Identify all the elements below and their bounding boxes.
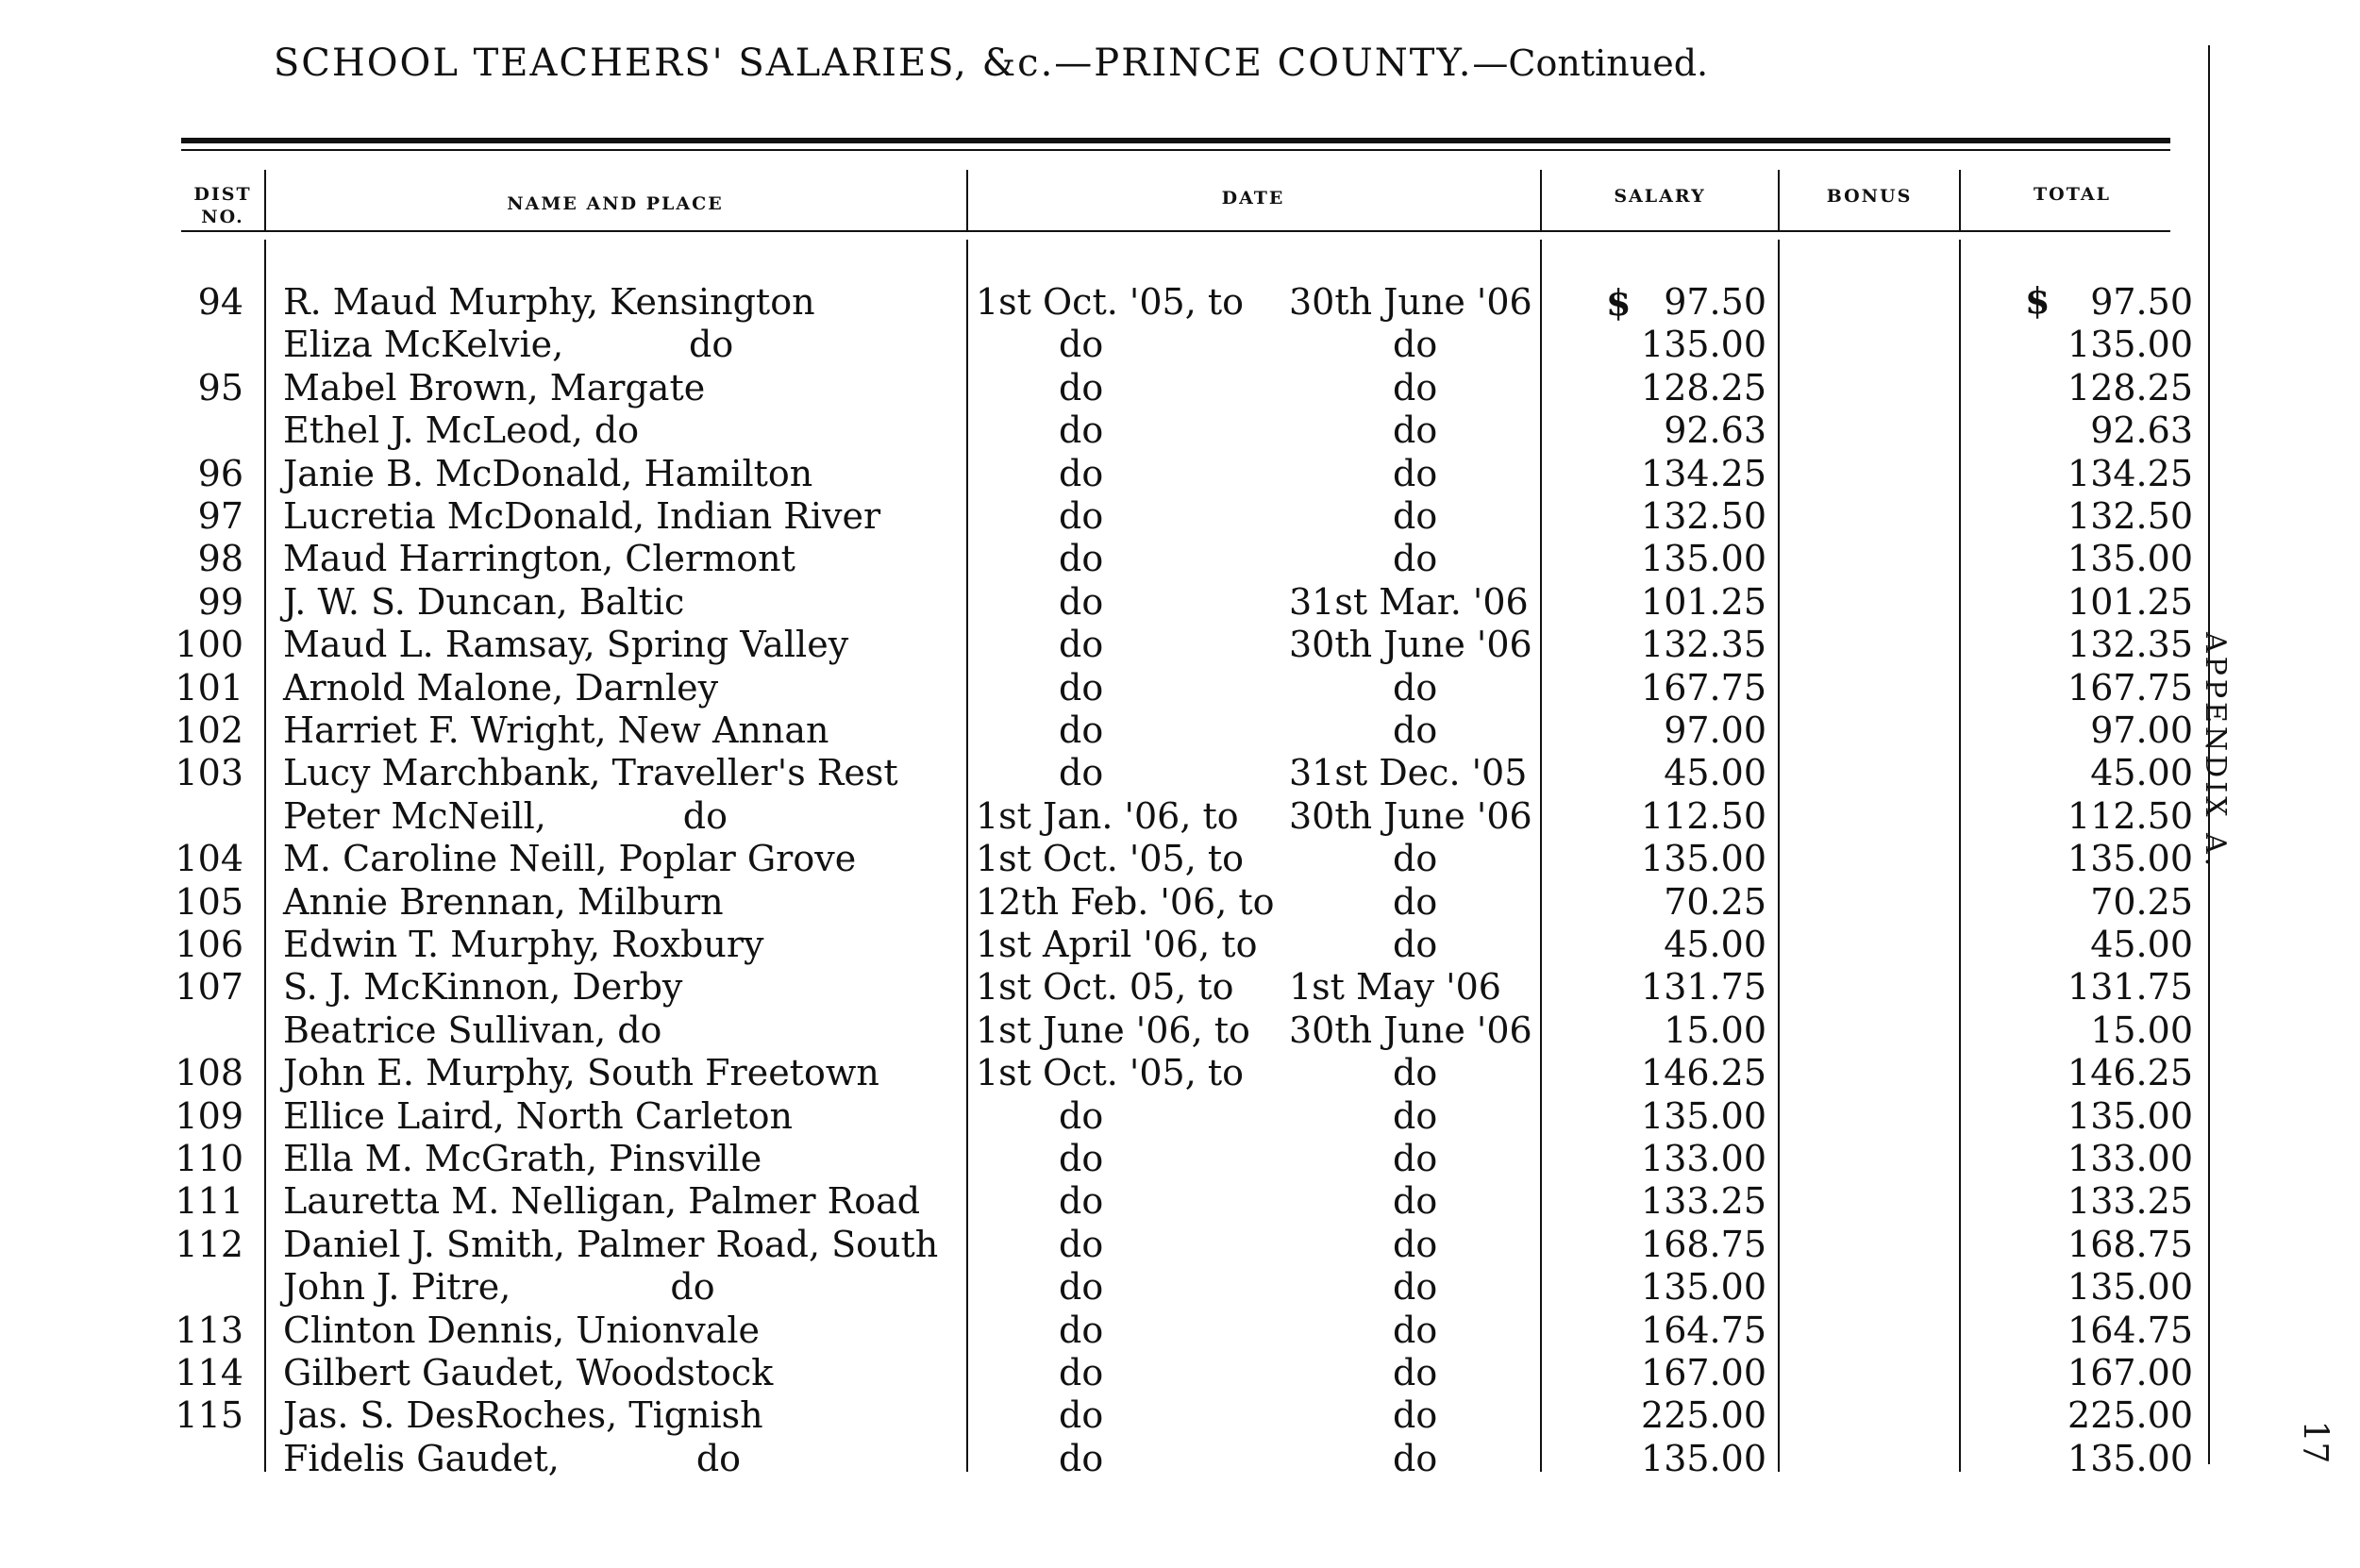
- column-header-date: DATE: [1221, 188, 1285, 209]
- salary-cell: 133.00: [1641, 1138, 1766, 1179]
- table-row: [0, 324, 2227, 366]
- table-row: [0, 709, 2227, 752]
- salary-currency-sign: $: [1606, 281, 1632, 324]
- date-to-cell: do: [1393, 1052, 1438, 1094]
- dist-no-cell: 115: [175, 1394, 243, 1437]
- table-row: [0, 495, 2227, 538]
- salary-cell: 45.00: [1664, 924, 1766, 965]
- date-to-cell: do: [1393, 1266, 1438, 1309]
- name-place-cell: Edwin T. Murphy, Roxbury: [283, 924, 764, 965]
- header-separator: [1540, 170, 1542, 232]
- name-place-cell: Lauretta M. Nelligan, Palmer Road: [283, 1180, 921, 1223]
- name-place-cell: Arnold Malone, Darnley: [283, 666, 719, 709]
- date-from-cell: 1st Oct. '05, to: [976, 1052, 1244, 1094]
- table-row: [0, 667, 2227, 709]
- table-row: [0, 581, 2227, 624]
- total-cell: 128.25: [2067, 366, 2193, 409]
- date-from-cell: do: [1059, 1180, 1104, 1223]
- date-from-cell: do: [1059, 1309, 1104, 1351]
- name-place-cell: Mabel Brown, Margate: [283, 366, 706, 409]
- date-to-cell: do: [1393, 924, 1438, 965]
- table-row: [0, 1180, 2227, 1223]
- salary-cell: 101.25: [1641, 580, 1766, 623]
- total-cell: 45.00: [2090, 924, 2193, 965]
- date-to-cell: do: [1393, 838, 1438, 880]
- salary-cell: 225.00: [1641, 1394, 1766, 1437]
- page-number: 17: [2295, 1420, 2335, 1464]
- salary-cell: 135.00: [1641, 538, 1766, 580]
- dist-no-cell: 94: [197, 281, 243, 323]
- table-row: [0, 1224, 2227, 1266]
- total-cell: 45.00: [2090, 752, 2193, 794]
- table-row: [0, 1138, 2227, 1180]
- date-to-cell: 30th June '06: [1289, 281, 1532, 323]
- date-to-cell: do: [1393, 709, 1438, 751]
- column-header-dist: DIST NO.: [193, 184, 252, 227]
- table-row: [0, 624, 2227, 666]
- header-rule-thick: [181, 138, 2170, 143]
- date-from-cell: 1st Oct. '05, to: [976, 281, 1244, 323]
- date-from-cell: do: [1059, 1094, 1104, 1137]
- salary-cell: 164.75: [1641, 1309, 1766, 1351]
- name-place-cell: Gilbert Gaudet, Woodstock: [283, 1352, 774, 1393]
- date-to-cell: do: [1393, 1394, 1438, 1437]
- table-row: [0, 966, 2227, 1009]
- column-header-bonus: BONUS: [1826, 186, 1913, 207]
- name-place-cell: John E. Murphy, South Freetown: [283, 1052, 879, 1094]
- table-row: [0, 924, 2227, 966]
- name-place-cell: Clinton Dennis, Unionvale: [283, 1309, 761, 1351]
- date-to-cell: do: [1393, 366, 1438, 409]
- dist-no-cell: 97: [197, 495, 243, 537]
- salary-cell: 134.25: [1641, 452, 1766, 494]
- date-to-cell: do: [1393, 1094, 1438, 1137]
- total-cell: 167.00: [2067, 1352, 2193, 1393]
- date-to-cell: do: [1393, 1437, 1438, 1479]
- total-currency-sign: $: [2025, 279, 2050, 322]
- appendix-label: APPENDIX A.: [2199, 632, 2232, 871]
- date-from-cell: do: [1059, 409, 1104, 452]
- dist-no-cell: 106: [175, 924, 243, 965]
- total-cell: 135.00: [2067, 1437, 2193, 1479]
- date-from-cell: 12th Feb. '06, to: [976, 880, 1275, 923]
- dist-no-cell: 109: [175, 1094, 243, 1137]
- dist-no-cell: 113: [175, 1309, 243, 1351]
- column-header-name: NAME AND PLACE: [507, 193, 724, 214]
- date-to-cell: 31st Mar. '06: [1289, 580, 1529, 623]
- name-place-cell: Eliza McKelvie, do: [283, 324, 734, 366]
- date-from-cell: do: [1059, 1266, 1104, 1309]
- salary-cell: 167.75: [1641, 666, 1766, 709]
- name-place-cell: Fidelis Gaudet, do: [283, 1437, 742, 1479]
- name-place-cell: Maud Harrington, Clermont: [283, 538, 795, 580]
- dist-no-cell: 101: [175, 666, 243, 709]
- date-from-cell: do: [1059, 324, 1104, 366]
- dist-no-cell: 110: [175, 1138, 243, 1179]
- total-cell: 131.75: [2067, 966, 2193, 1009]
- date-from-cell: do: [1059, 709, 1104, 751]
- dist-no-cell: 114: [175, 1352, 243, 1393]
- date-from-cell: do: [1059, 752, 1104, 794]
- dist-no-cell: 99: [197, 580, 243, 623]
- table-row: [0, 367, 2227, 409]
- date-from-cell: do: [1059, 624, 1104, 666]
- table-row: [0, 1309, 2227, 1352]
- name-place-cell: Ellice Laird, North Carleton: [283, 1094, 794, 1137]
- total-cell: 132.50: [2067, 495, 2193, 537]
- date-to-cell: 31st Dec. '05: [1289, 752, 1528, 794]
- name-place-cell: Annie Brennan, Milburn: [283, 880, 724, 923]
- salary-cell: 92.63: [1664, 409, 1766, 452]
- total-cell: 101.25: [2067, 580, 2193, 623]
- date-from-cell: do: [1059, 1394, 1104, 1437]
- salary-cell: 133.25: [1641, 1180, 1766, 1223]
- total-cell: 135.00: [2067, 324, 2193, 366]
- header-rule-thin: [181, 149, 2170, 151]
- name-place-cell: Lucretia McDonald, Indian River: [283, 495, 881, 537]
- date-to-cell: do: [1393, 452, 1438, 494]
- total-cell: 15.00: [2090, 1009, 2193, 1051]
- total-cell: 135.00: [2067, 838, 2193, 880]
- salary-cell: 135.00: [1641, 1437, 1766, 1479]
- date-from-cell: do: [1059, 1138, 1104, 1179]
- salary-cell: 15.00: [1664, 1009, 1766, 1051]
- date-to-cell: 30th June '06: [1289, 794, 1532, 837]
- table-row: [0, 1352, 2227, 1394]
- column-header-salary: SALARY: [1614, 186, 1706, 207]
- dist-no-cell: 100: [175, 624, 243, 666]
- date-to-cell: do: [1393, 324, 1438, 366]
- name-place-cell: S. J. McKinnon, Derby: [283, 966, 683, 1009]
- date-to-cell: do: [1393, 1309, 1438, 1351]
- total-cell: 135.00: [2067, 1094, 2193, 1137]
- table-row: [0, 752, 2227, 794]
- date-from-cell: do: [1059, 538, 1104, 580]
- salary-cell: 45.00: [1664, 752, 1766, 794]
- table-row: [0, 1394, 2227, 1437]
- date-to-cell: do: [1393, 495, 1438, 537]
- date-to-cell: do: [1393, 409, 1438, 452]
- header-separator: [264, 170, 266, 232]
- total-cell: 132.35: [2067, 624, 2193, 666]
- page-title-continued: —Continued.: [1472, 42, 1709, 84]
- table-row: [0, 881, 2227, 924]
- name-place-cell: Lucy Marchbank, Traveller's Rest: [283, 752, 898, 794]
- date-from-cell: 1st Jan. '06, to: [976, 794, 1239, 837]
- name-place-cell: Daniel J. Smith, Palmer Road, South: [283, 1223, 939, 1265]
- name-place-cell: John J. Pitre, do: [283, 1266, 715, 1309]
- name-place-cell: R. Maud Murphy, Kensington: [283, 281, 815, 323]
- total-cell: 146.25: [2067, 1052, 2193, 1094]
- dist-no-cell: 107: [175, 966, 243, 1009]
- salary-cell: 167.00: [1641, 1352, 1766, 1393]
- page-title: [189, 42, 1793, 85]
- dist-no-cell: 104: [175, 838, 243, 880]
- table-row: [0, 1095, 2227, 1138]
- page-title-main: SCHOOL TEACHERS' SALARIES, &c.—PRINCE COUNTY.: [273, 42, 1473, 85]
- salary-cell: 128.25: [1641, 366, 1766, 409]
- salary-cell: 97.00: [1664, 709, 1766, 751]
- name-place-cell: Beatrice Sullivan, do: [283, 1009, 662, 1051]
- name-place-cell: Jas. S. DesRoches, Tignish: [283, 1394, 763, 1437]
- table-row: [0, 795, 2227, 838]
- salary-cell: 132.35: [1641, 624, 1766, 666]
- table-row: [0, 281, 2227, 324]
- table-row: [0, 538, 2227, 580]
- total-cell: 70.25: [2090, 880, 2193, 923]
- header-separator: [966, 170, 968, 232]
- total-cell: 135.00: [2067, 1266, 2193, 1309]
- dist-no-cell: 102: [175, 709, 243, 751]
- column-header-total: TOTAL: [2034, 184, 2111, 205]
- total-cell: 135.00: [2067, 538, 2193, 580]
- salary-cell: 112.50: [1641, 794, 1766, 837]
- date-to-cell: do: [1393, 538, 1438, 580]
- dist-no-cell: 103: [175, 752, 243, 794]
- name-place-cell: J. W. S. Duncan, Baltic: [283, 580, 685, 623]
- header-separator: [1778, 170, 1780, 232]
- name-place-cell: Janie B. McDonald, Hamilton: [283, 452, 813, 494]
- name-place-cell: Maud L. Ramsay, Spring Valley: [283, 624, 849, 666]
- salary-cell: 135.00: [1641, 1266, 1766, 1309]
- dist-no-cell: 98: [197, 538, 243, 580]
- date-from-cell: do: [1059, 1437, 1104, 1479]
- salary-cell: 146.25: [1641, 1052, 1766, 1094]
- total-cell: 97.50: [2090, 281, 2193, 323]
- date-from-cell: 1st April '06, to: [976, 924, 1258, 965]
- table-row: [0, 838, 2227, 880]
- dist-no-cell: 112: [175, 1223, 243, 1265]
- name-place-cell: Ethel J. McLeod, do: [283, 409, 640, 452]
- total-cell: 133.25: [2067, 1180, 2193, 1223]
- total-cell: 92.63: [2090, 409, 2193, 452]
- name-place-cell: Harriet F. Wright, New Annan: [283, 709, 829, 751]
- date-to-cell: do: [1393, 880, 1438, 923]
- salary-cell: 70.25: [1664, 880, 1766, 923]
- date-from-cell: do: [1059, 366, 1104, 409]
- name-place-cell: Ella M. McGrath, Pinsville: [283, 1138, 762, 1179]
- table-row: [0, 1009, 2227, 1052]
- dist-no-cell: 108: [175, 1052, 243, 1094]
- date-from-cell: do: [1059, 580, 1104, 623]
- date-to-cell: do: [1393, 1138, 1438, 1179]
- salary-cell: 135.00: [1641, 324, 1766, 366]
- date-from-cell: 1st Oct. 05, to: [976, 966, 1234, 1009]
- date-to-cell: 30th June '06: [1289, 1009, 1532, 1051]
- date-from-cell: 1st June '06, to: [976, 1009, 1250, 1051]
- date-to-cell: do: [1393, 1352, 1438, 1393]
- name-place-cell: Peter McNeill, do: [283, 794, 728, 837]
- total-cell: 112.50: [2067, 794, 2193, 837]
- date-from-cell: do: [1059, 452, 1104, 494]
- dist-no-cell: 105: [175, 880, 243, 923]
- table-row: [0, 1438, 2227, 1480]
- dist-no-cell: 111: [175, 1180, 243, 1223]
- date-to-cell: do: [1393, 1223, 1438, 1265]
- dist-no-cell: 95: [197, 366, 243, 409]
- total-cell: 133.00: [2067, 1138, 2193, 1179]
- table-row: [0, 1052, 2227, 1094]
- date-to-cell: do: [1393, 1180, 1438, 1223]
- table-row: [0, 453, 2227, 495]
- salary-cell: 97.50: [1664, 281, 1766, 323]
- name-place-cell: M. Caroline Neill, Poplar Grove: [283, 838, 857, 880]
- salary-cell: 135.00: [1641, 838, 1766, 880]
- date-from-cell: do: [1059, 666, 1104, 709]
- total-cell: 168.75: [2067, 1223, 2193, 1265]
- total-cell: 167.75: [2067, 666, 2193, 709]
- date-to-cell: 1st May '06: [1289, 966, 1501, 1009]
- date-to-cell: 30th June '06: [1289, 624, 1532, 666]
- dist-no-cell: 96: [197, 452, 243, 494]
- table-row: [0, 409, 2227, 452]
- total-cell: 225.00: [2067, 1394, 2193, 1437]
- salary-cell: 132.50: [1641, 495, 1766, 537]
- column-header-rule: [181, 230, 2170, 232]
- total-cell: 134.25: [2067, 452, 2193, 494]
- total-cell: 97.00: [2090, 709, 2193, 751]
- date-from-cell: 1st Oct. '05, to: [976, 838, 1244, 880]
- date-from-cell: do: [1059, 495, 1104, 537]
- date-from-cell: do: [1059, 1352, 1104, 1393]
- salary-cell: 135.00: [1641, 1094, 1766, 1137]
- date-to-cell: do: [1393, 666, 1438, 709]
- salary-cell: 168.75: [1641, 1223, 1766, 1265]
- date-from-cell: do: [1059, 1223, 1104, 1265]
- header-separator: [1959, 170, 1961, 232]
- total-cell: 164.75: [2067, 1309, 2193, 1351]
- table-row: [0, 1266, 2227, 1309]
- salary-cell: 131.75: [1641, 966, 1766, 1009]
